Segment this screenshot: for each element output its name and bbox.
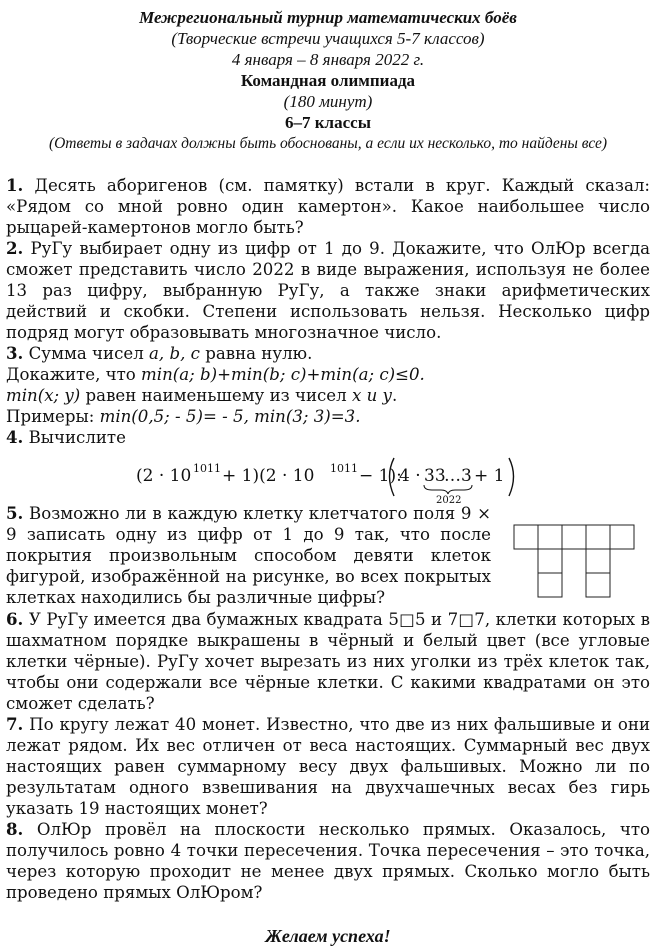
problem-text: По кругу лежат 40 монет. Известно, что две из них фальшивые и они лежат рядом. Их вес отличен от веса настоящих. Суммарный вес двух настоящих равен суммарному весу двух фальшивых. Можно ли по результатам одного взвешивания на двухчашечных весах без гирь указать 19 настоящих монет?: [6, 715, 650, 818]
formula-repeated-digits: 33: [424, 466, 446, 486]
problem-text: ОлЮр провёл на плоскости несколько прямых. Оказалось, что получилось ровно 4 точки пересечения. Точка пересечения – это точка, через которую проходит не менее двух прямых. Сколько могло быть проведено прямых ОлЮром?: [6, 820, 650, 902]
problem-8: [6, 819, 650, 903]
problem-1: [6, 175, 650, 238]
figure-cell: [586, 549, 610, 573]
figure-cell: [562, 525, 586, 549]
math-expression: min(x; y): [6, 386, 81, 405]
formula-part: 4 ·: [399, 466, 421, 486]
problem-number: 3.: [6, 343, 24, 363]
text: Примеры:: [6, 407, 100, 426]
formula-underbrace-label: 2022: [436, 495, 462, 504]
math-expression: min(a; b)+min(b; c)+min(a; c)≤0.: [141, 365, 425, 384]
math-expression: min(0,5; - 5)= - 5, min(3; 3)=3.: [99, 407, 361, 426]
problem-number: 7.: [6, 714, 24, 734]
tournament-title: Межрегиональный турнир математических боёв: [139, 8, 517, 27]
problem-number: 5.: [6, 503, 24, 523]
problem-text: У РуГу имеется два бумажных квадрата 5□5 и 7□7, клетки которых в шахматном порядке выкрашены в чёрный и белый цвет (все угловые клетки чёрные). РуГу хочет вырезать из них уголки из трёх клеток так, чтобы они содержали все чёрные клетки. С какими квадратами он это сможет сделать?: [6, 610, 650, 713]
problem-3-line-1: [6, 343, 650, 364]
formula-part: + 1)(2 · 10: [222, 466, 315, 486]
problem-text: Десять аборигенов (см. памятку) встали в круг. Каждый сказал: «Рядом со мной ровно один камертон». Какое наибольшее число рыцарей-камертонов могло быть?: [6, 176, 650, 237]
problem-7: [6, 714, 650, 819]
svg-text:(2 · 10: [136, 466, 191, 486]
figure-cell: [538, 573, 562, 597]
closing-wish: Желаем успеха!: [265, 926, 391, 946]
formula-part: …3: [444, 466, 472, 486]
problem-5-figure: [513, 524, 637, 602]
problem-4: [6, 427, 650, 448]
formula-part: − 1):: [359, 466, 402, 486]
text: равен наименьшему из чисел: [80, 386, 352, 405]
problem-3: [6, 343, 650, 427]
text: Докажите, что: [6, 365, 142, 384]
problem-3-line-2: [6, 364, 650, 385]
formula-part: (2 · 10: [136, 466, 192, 486]
problem-text: Возможно ли в каждую клетку клетчатого поля 9 × 9 записать одну из цифр от 1 до 9 так, что после покрытия произвольным способом девяти клеток фигурой, изображённой на рисунке, во всех покрытых клетках находились бы различные цифры?: [6, 504, 491, 607]
text: Сумма чисел: [28, 344, 150, 363]
grades-label: 6–7 классы: [285, 113, 371, 132]
problem-4-formula: [0, 452, 656, 504]
problem-text: Вычислите: [28, 428, 126, 447]
formula-exponent: 1011: [193, 462, 221, 475]
header-block: [0, 7, 656, 154]
problem-number: 4.: [6, 427, 24, 447]
problem-3-line-4: [6, 406, 650, 427]
problem-number: 6.: [6, 609, 24, 629]
figure-cell: [538, 549, 562, 573]
problem-number: 2.: [6, 238, 24, 258]
answers-note: (Ответы в задачах должны быть обоснованы, а если их несколько, то найдены все): [48, 135, 608, 152]
problem-number: 1.: [6, 175, 24, 195]
event-title: Командная олимпиада: [240, 71, 416, 90]
formula-exponent: 1011: [330, 462, 358, 475]
text: .: [391, 386, 398, 405]
problem-number: 8.: [6, 819, 24, 839]
figure-cell: [538, 525, 562, 549]
text: равна нулю.: [199, 344, 313, 363]
formula-big-paren-right: [509, 458, 514, 496]
tournament-dates: 4 января – 8 января 2022 г.: [231, 50, 425, 69]
tournament-subtitle: (Творческие встречи учащихся 5-7 классов): [171, 29, 485, 48]
event-duration: (180 минут): [283, 92, 373, 111]
math-vars: x и y: [351, 386, 392, 405]
underbrace-icon: [424, 485, 472, 494]
formula-part: + 1: [474, 466, 505, 486]
problem-3-line-3: [6, 385, 650, 406]
figure-cell: [514, 525, 538, 549]
math-vars: a, b, c: [149, 344, 200, 363]
figure-cell: [610, 525, 634, 549]
figure-cell: [586, 525, 610, 549]
problem-6: [6, 609, 650, 714]
problem-text: РуГу выбирает одну из цифр от 1 до 9. Докажите, что ОлЮр всегда сможет представить число 2022 в виде выражения, используя не более 13 раз цифру, выбранную РуГу, а также знаки арифметических действий и скобки. Степени использовать нельзя. Несколько цифр подряд могут образовывать многозначное число.: [6, 239, 651, 342]
problem-5: [6, 503, 491, 608]
figure-cell: [586, 573, 610, 597]
problem-2: [6, 238, 650, 343]
